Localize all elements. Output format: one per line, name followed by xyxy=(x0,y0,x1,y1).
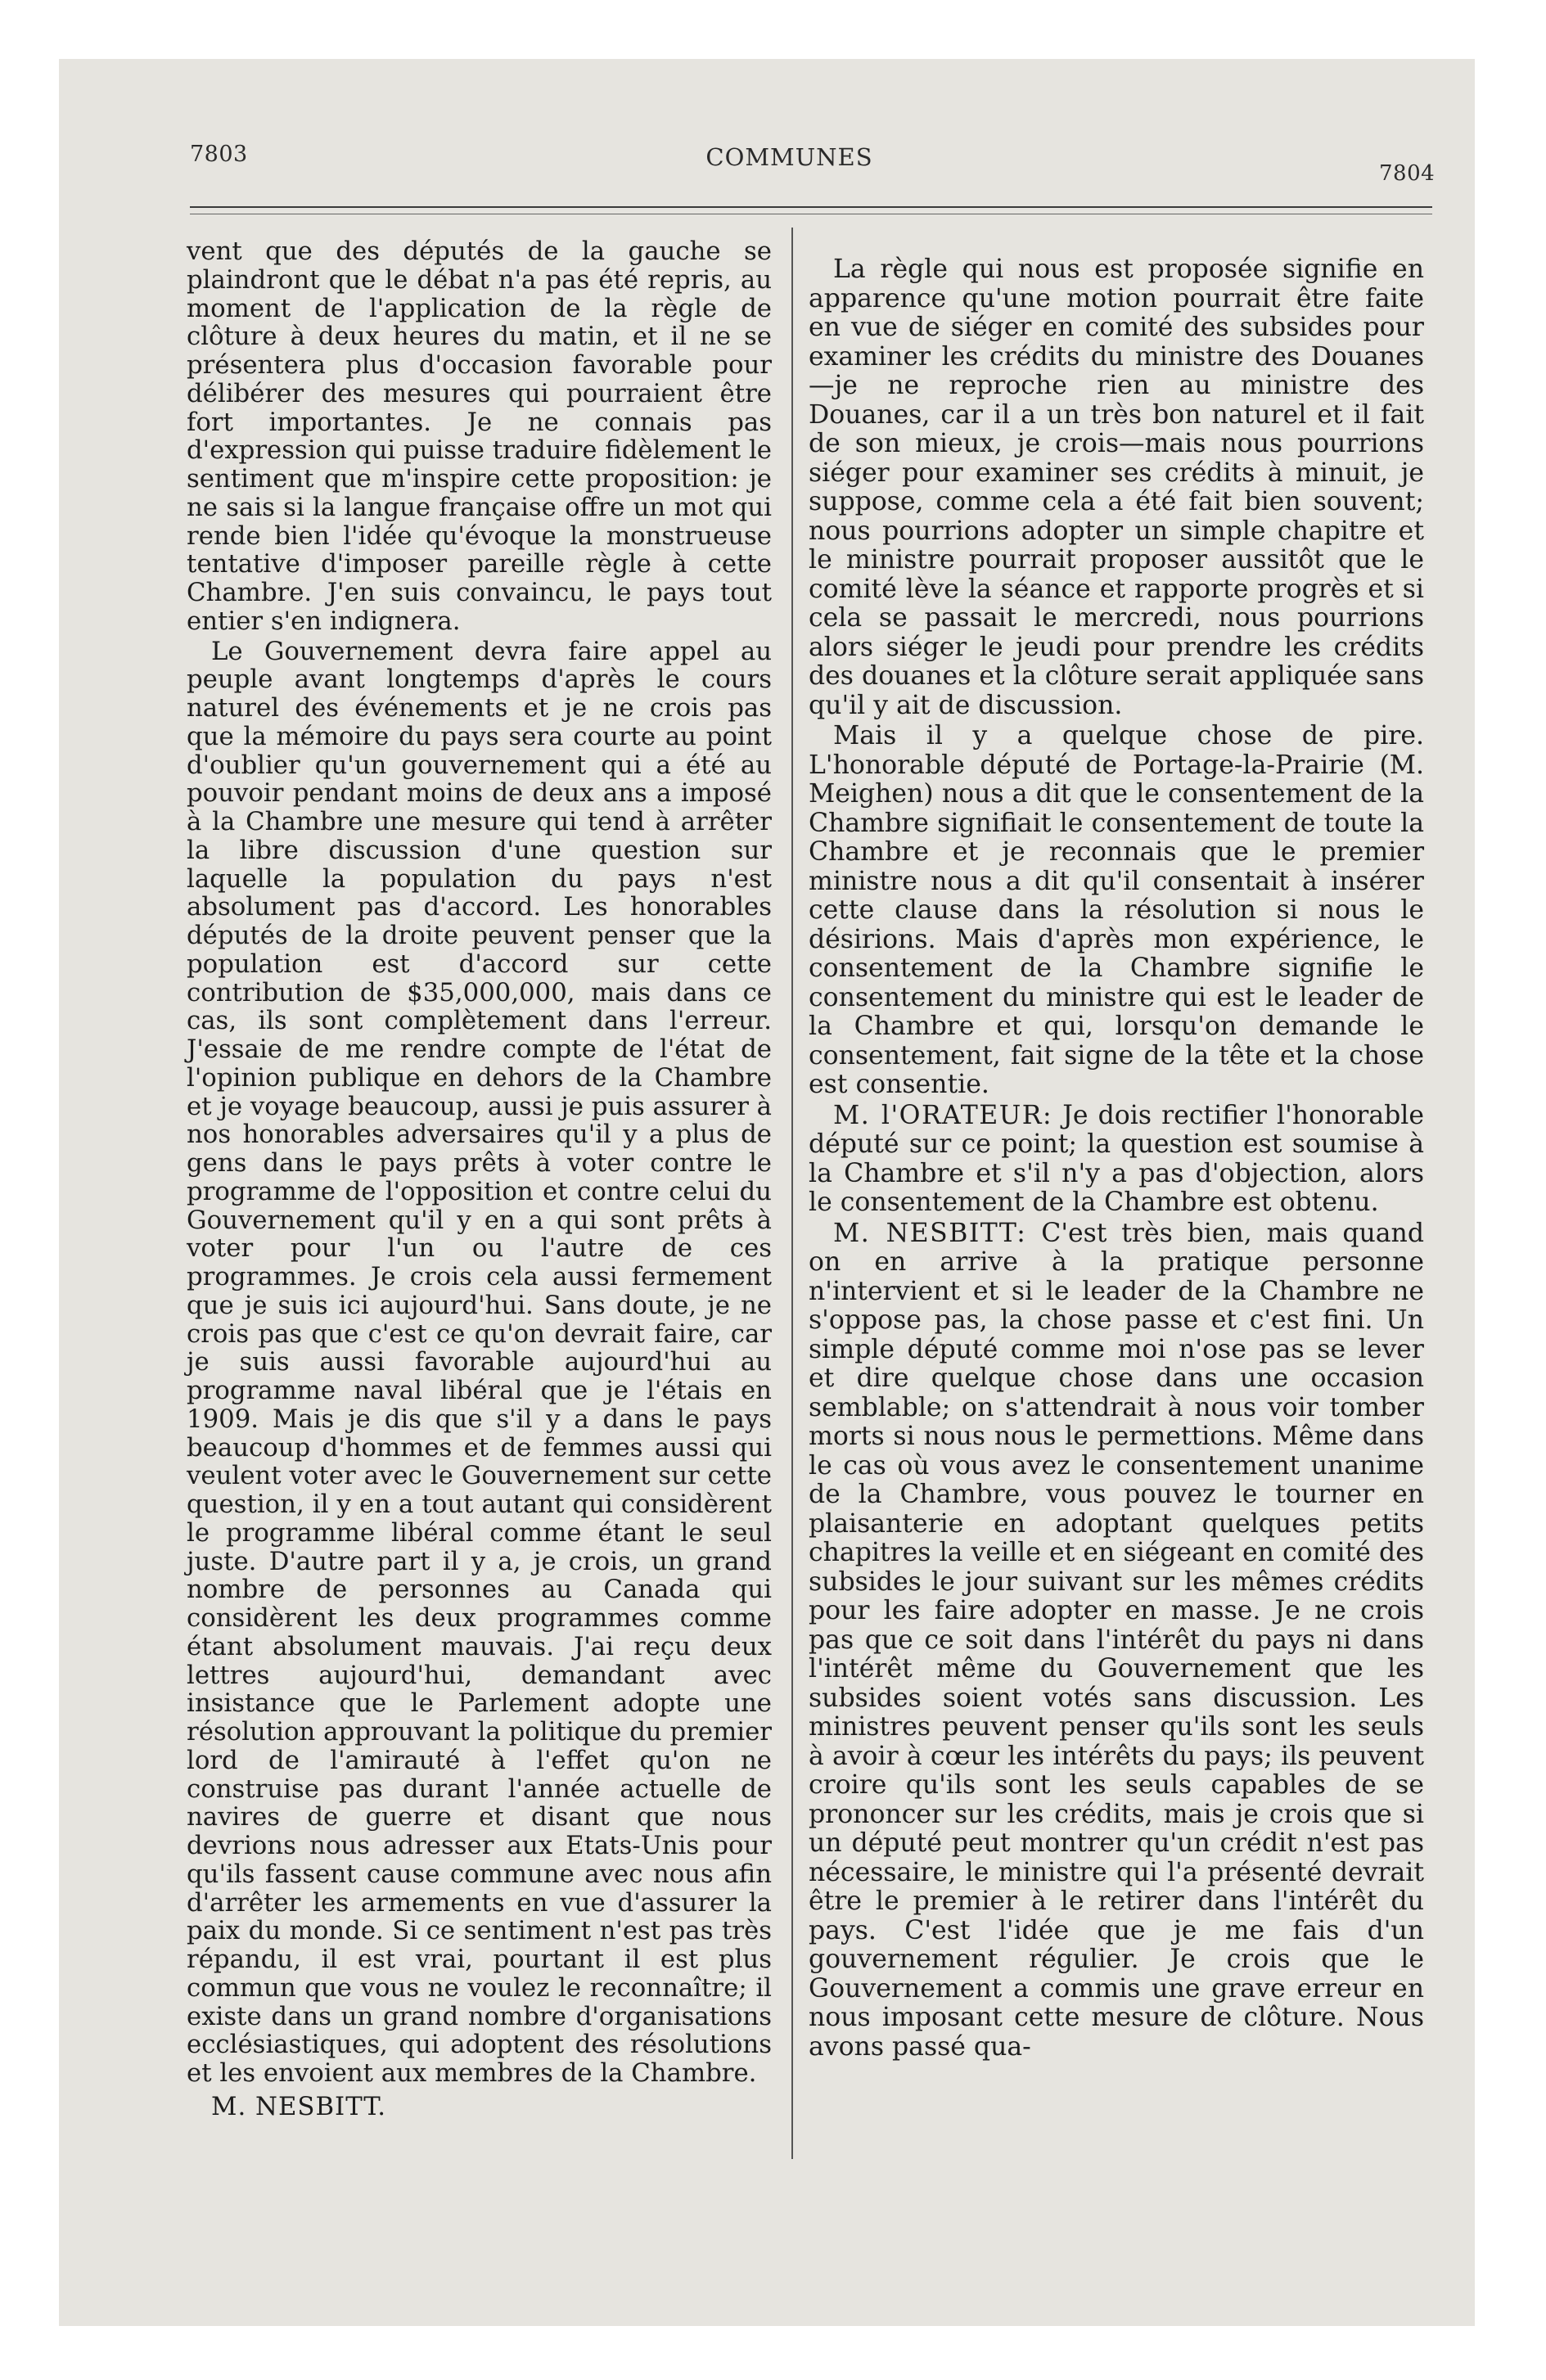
left-column xyxy=(187,237,772,2121)
header-rule xyxy=(190,206,1432,208)
paragraph: Le Gouvernement devra faire appel au peuple avant longtemps d'après le cours naturel des événements et je ne crois pas que la mémoire du pays sera courte au point d'oublier qu'un gouvernement qui a été au pouvoir pendant moins de deux ans a imposé à la Chambre une mesure qui tend à arrêter la libre discussion d'une question sur laquelle la population du pays n'est absolument pas d'accord. Les honorables députés de la droite peuvent penser que la population est d'accord sur cette contribution de $35,000,000, mais dans ce cas, ils sont complètement dans l'erreur. J'essaie de me rendre compte de l'état de l'opinion publique en dehors de la Chambre et je voyage beaucoup, aussi je puis assurer à nos honorables adversaires qu'il y a plus de gens dans le pays prêts à voter contre le programme de l'opposition et contre celui du Gouvernement qu'il y en a qui sont prêts à voter pour l'un ou l'autre de ces programmes. Je crois cela aussi fermement que je suis ici aujourd'hui. Sans doute, je ne crois pas que c'est ce qu'on devrait faire, car je suis aussi favorable aujourd'hui au programme naval libéral que je l'étais en 1909. Mais je dis que s'il y a dans le pays beaucoup d'hommes et de femmes aussi qui veulent voter avec le Gouvernement sur cette question, il y en a tout autant qui considèrent le programme libéral comme étant le seul juste. D'autre part il y a, je crois, un grand nombre de personnes au Canada qui considèrent les deux programmes comme étant absolument mauvais. J'ai reçu deux lettres aujourd'hui, demandant avec insistance que le Parlement adopte une résolution approuvant la politique du premier lord de l'amirauté à l'effet qu'on ne construise pas durant l'année actuelle de navires de guerre et disant que nous devrions nous adresser aux Etats-Unis pour qu'ils fassent cause commune avec nous afin d'arrêter les armements en vue d'assurer la paix du monde. Si ce sentiment n'est pas très répandu, il est vrai, pourtant il est plus commun que vous ne voulez le reconnaître; il existe dans un grand nombre d'organisations ecclésiastiques, qui adoptent des résolutions et les envoient aux membres de la Chambre. xyxy=(187,636,772,2088)
column-divider xyxy=(791,228,793,2159)
paragraph xyxy=(809,1219,1424,2062)
page-number-right: 7804 xyxy=(1379,161,1436,186)
paragraph: La règle qui nous est proposée signifie en apparence qu'une motion pourrait être faite en vue de siéger en comité des subsides pour examiner les crédits du ministre des Douanes—je ne reproche rien au ministre des Douanes, car il a un très bon naturel et il fait de son mieux, je crois—mais nous pourrions siéger pour examiner ses crédits à minuit, je suppose, comme cela a été fait bien souvent; nous pourrions adopter un simple chapitre et le ministre pourrait proposer aussitôt que le comité lève la séance et rapporte progrès et si cela se passait le mercredi, nous pourrions alors siéger le jeudi pour prendre les crédits des douanes et la clôture serait appliquée sans qu'il y ait de discussion. xyxy=(809,255,1424,720)
running-header-title xyxy=(0,143,1546,171)
paragraph xyxy=(809,1102,1424,1218)
speaker-signature: M. NESBITT. xyxy=(211,2091,387,2121)
speaker-name: M. l'ORATEUR: xyxy=(833,1100,1053,1130)
speech-text: Je dois rectifier l'honorable député sur ce point; la question est soumise à la Chambre et s'il n'y a pas d'objection, alors le consentement de la Chambre est obtenu. xyxy=(809,1100,1425,1217)
paragraph: Mais il y a quelque chose de pire. L'honorable député de Portage-la-Prairie (M. Meighen) nous a dit que le consentement de la Chambre signifiait le consentement de toute la Chambre et je reconnais que le premier ministre nous a dit qu'il consentait à insérer cette clause dans la résolution si nous le désirions. Mais d'après mon expérience, le consentement de la Chambre signifie le consentement du ministre qui est le leader de la Chambre et qui, lorsqu'on demande le consentement, fait signe de la tête et la chose est consentie. xyxy=(809,721,1424,1099)
speaker-name: M. NESBITT: xyxy=(833,1218,1027,1248)
header-title-text: COMMUNES xyxy=(705,143,873,171)
page-number-left: 7803 xyxy=(190,142,248,167)
right-column xyxy=(809,255,1424,2062)
paragraph: vent que des députés de la gauche se plaindront que le débat n'a pas été repris, au moment de l'application de la règle de clôture à deux heures du matin, et il ne se présentera plus d'occasion favorable pour délibérer des mesures qui pourraient être fort importantes. Je ne connais pas d'expression qui puisse traduire fidèlement le sentiment que m'inspire cette proposition: je ne sais si la langue française offre un mot qui rende bien l'idée qu'évoque la monstrueuse tentative d'imposer pareille règle à cette Chambre. J'en suis convaincu, le pays tout entier s'en indignera. xyxy=(187,237,772,636)
speech-text: C'est très bien, mais quand on en arrive à la pratique personne n'intervient et si le leader de la Chambre ne s'oppose pas, la chose passe et c'est fini. Un simple député comme moi n'ose pas se lever et dire quelque chose dans une occasion semblable; on s'attendrait à nous voir tomber morts si nous nous le permettions. Même dans le cas où vous avez le consentement unanime de la Chambre, vous pouvez le tourner en plaisanterie en adoptant quelques petits chapitres la veille et en siégeant en comité des subsides le jour suivant sur les mêmes crédits pour les faire adopter en masse. Je ne crois pas que ce soit dans l'intérêt du pays ni dans l'intérêt même du Gouvernement que les subsides soient votés sans discussion. Les ministres peuvent penser qu'ils sont les seuls à avoir à cœur les intérêts du pays; ils peuvent croire qu'ils sont les seuls capables de se prononcer sur les crédits, mais je crois que si un député peut montrer qu'un crédit n'est pas nécessaire, le ministre qui l'a présenté devrait être le premier à le retirer dans l'intérêt du pays. C'est l'idée que je me fais d'un gouvernement régulier. Je crois que le Gouvernement a commis une grave erreur en nous imposant cette mesure de clôture. Nous avons passé qua- xyxy=(809,1218,1424,2062)
